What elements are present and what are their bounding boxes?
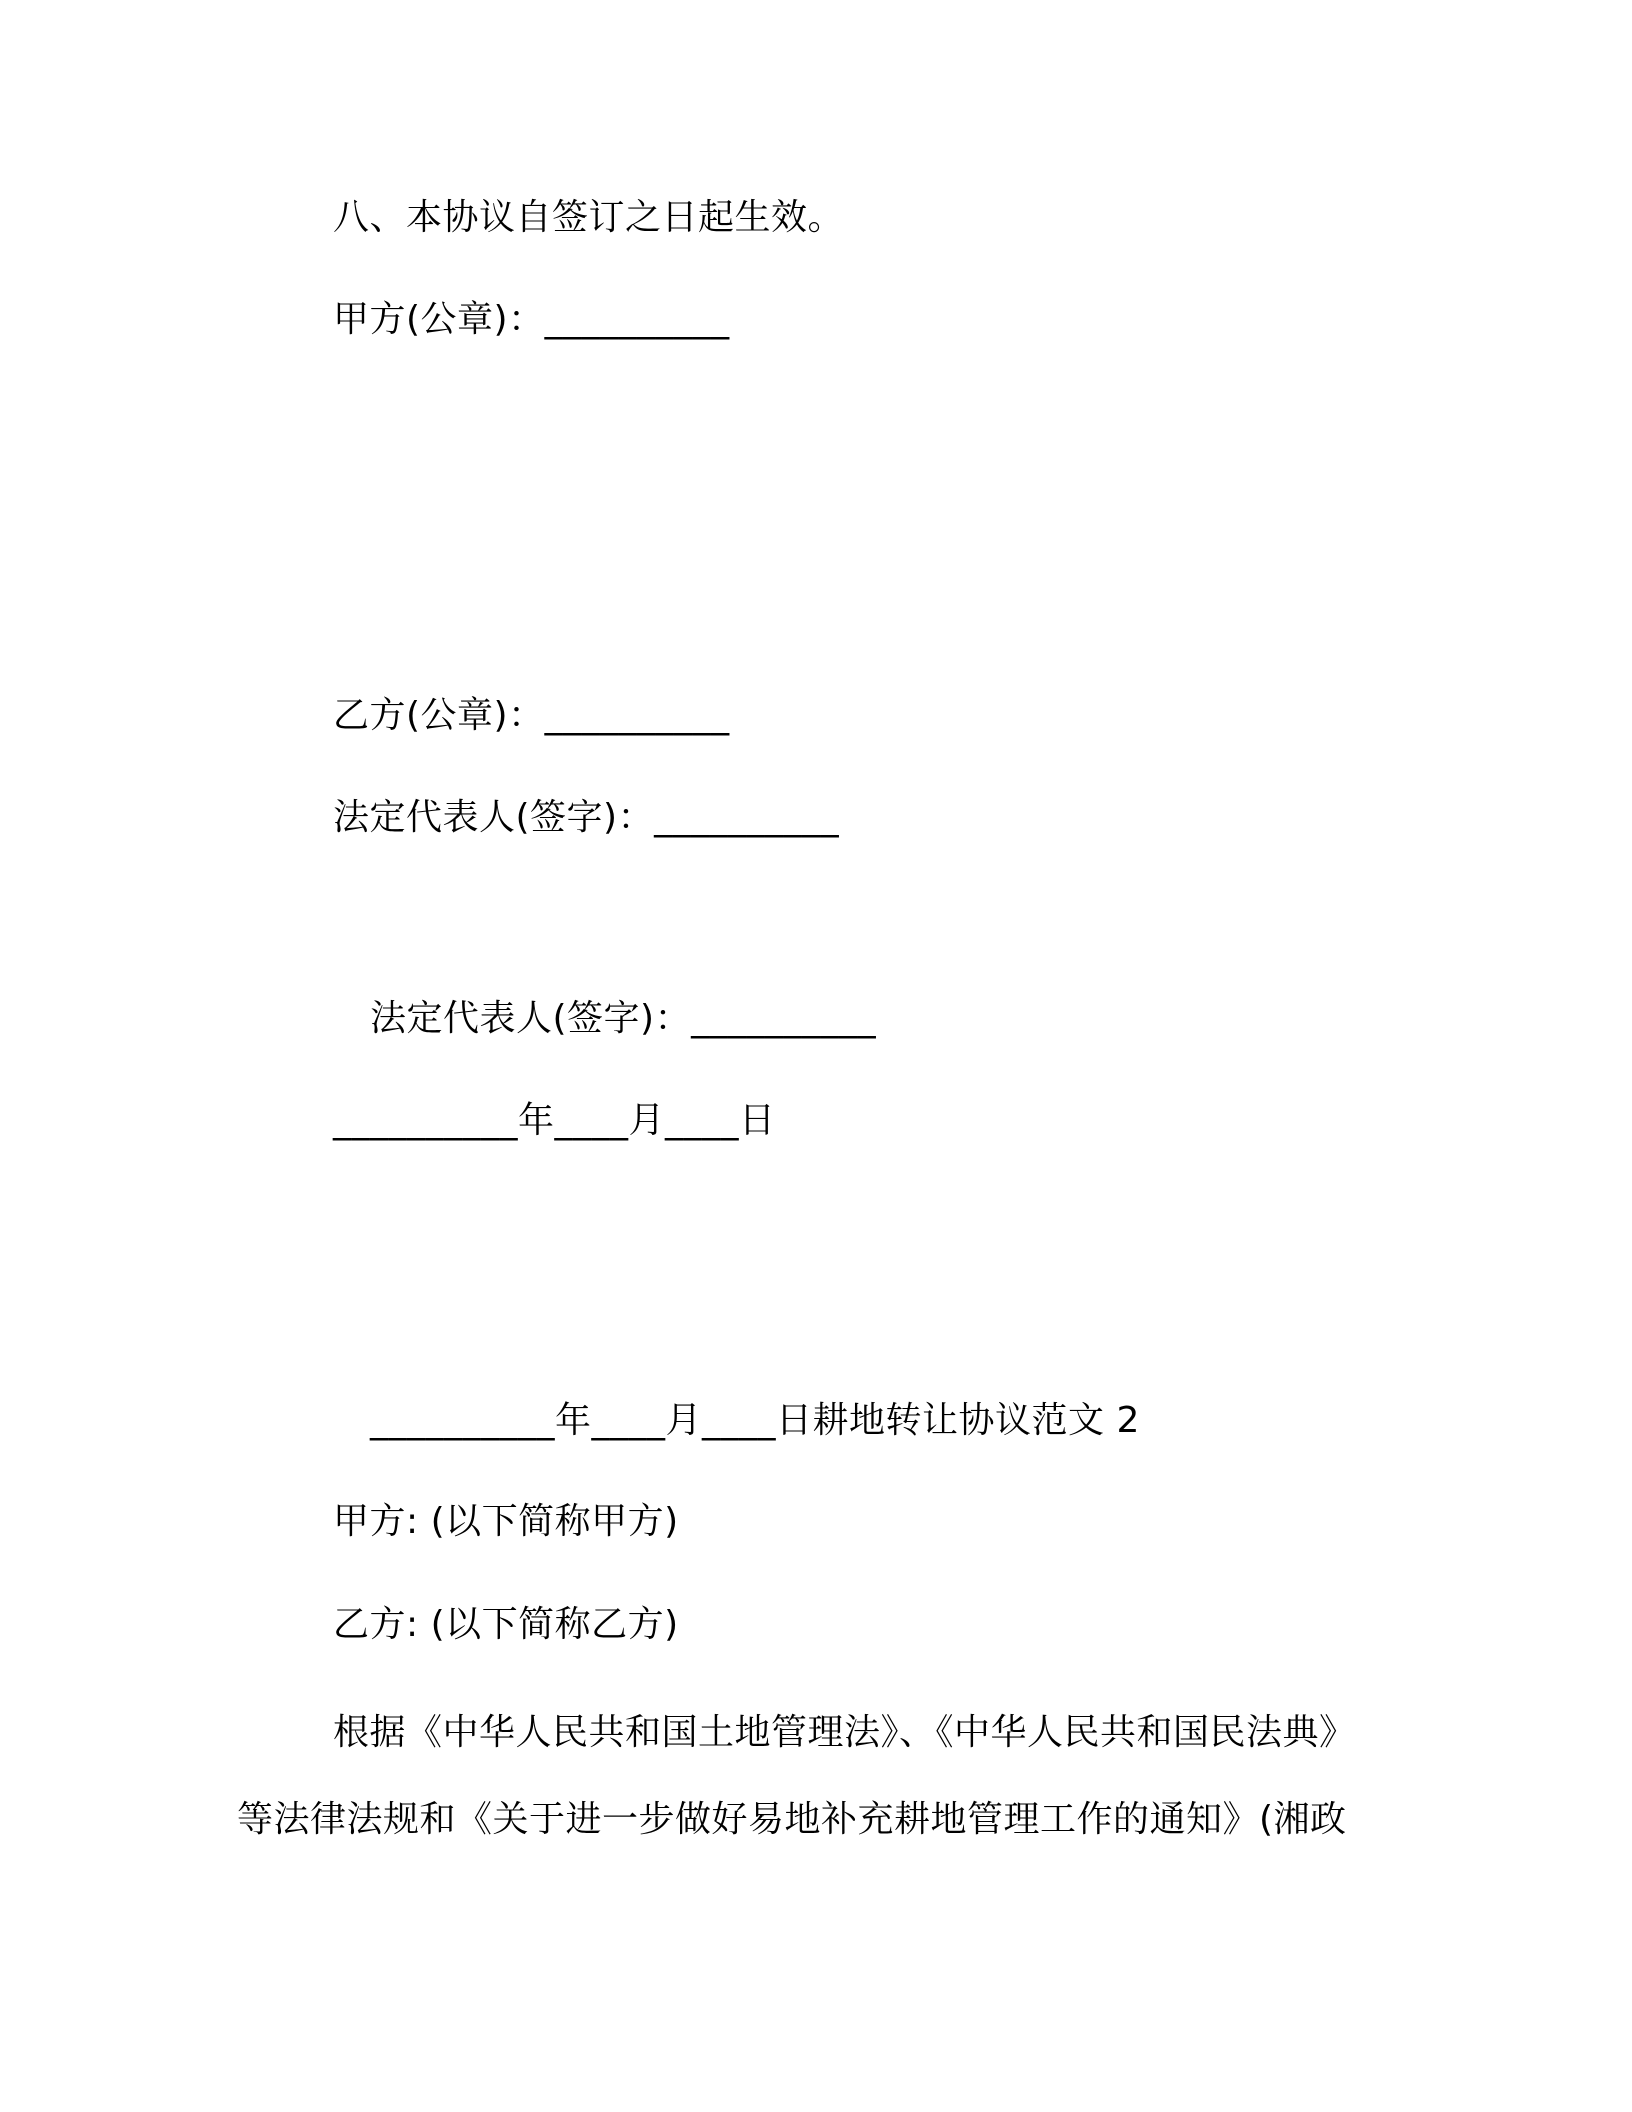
party-a-intro: 甲方: (以下简称甲方): [333, 1501, 679, 1542]
legal-rep-signature-line: 法定代表人(签字)：__________: [333, 797, 840, 838]
agreement-title: __________年____月____日耕地转让协议范文 2: [370, 1400, 1140, 1441]
party-b-seal-line: 乙方(公章)：__________: [333, 695, 730, 736]
clause-8: 八、本协议自签订之日起生效。: [333, 197, 845, 238]
party-a-seal-line: 甲方(公章)：__________: [333, 299, 730, 340]
legal-rep-signature-line-2: 法定代表人(签字)：__________: [370, 998, 877, 1039]
date-line: __________年____月____日: [333, 1100, 776, 1141]
body-paragraph-line-2: 等法律法规和《关于进一步做好易地补充耕地管理工作的通知》(湘政: [237, 1799, 1347, 1840]
body-paragraph-line-1: 根据《中华人民共和国土地管理法》、《中华人民共和国民法典》: [333, 1712, 1356, 1753]
party-b-intro: 乙方: (以下简称乙方): [333, 1604, 679, 1645]
